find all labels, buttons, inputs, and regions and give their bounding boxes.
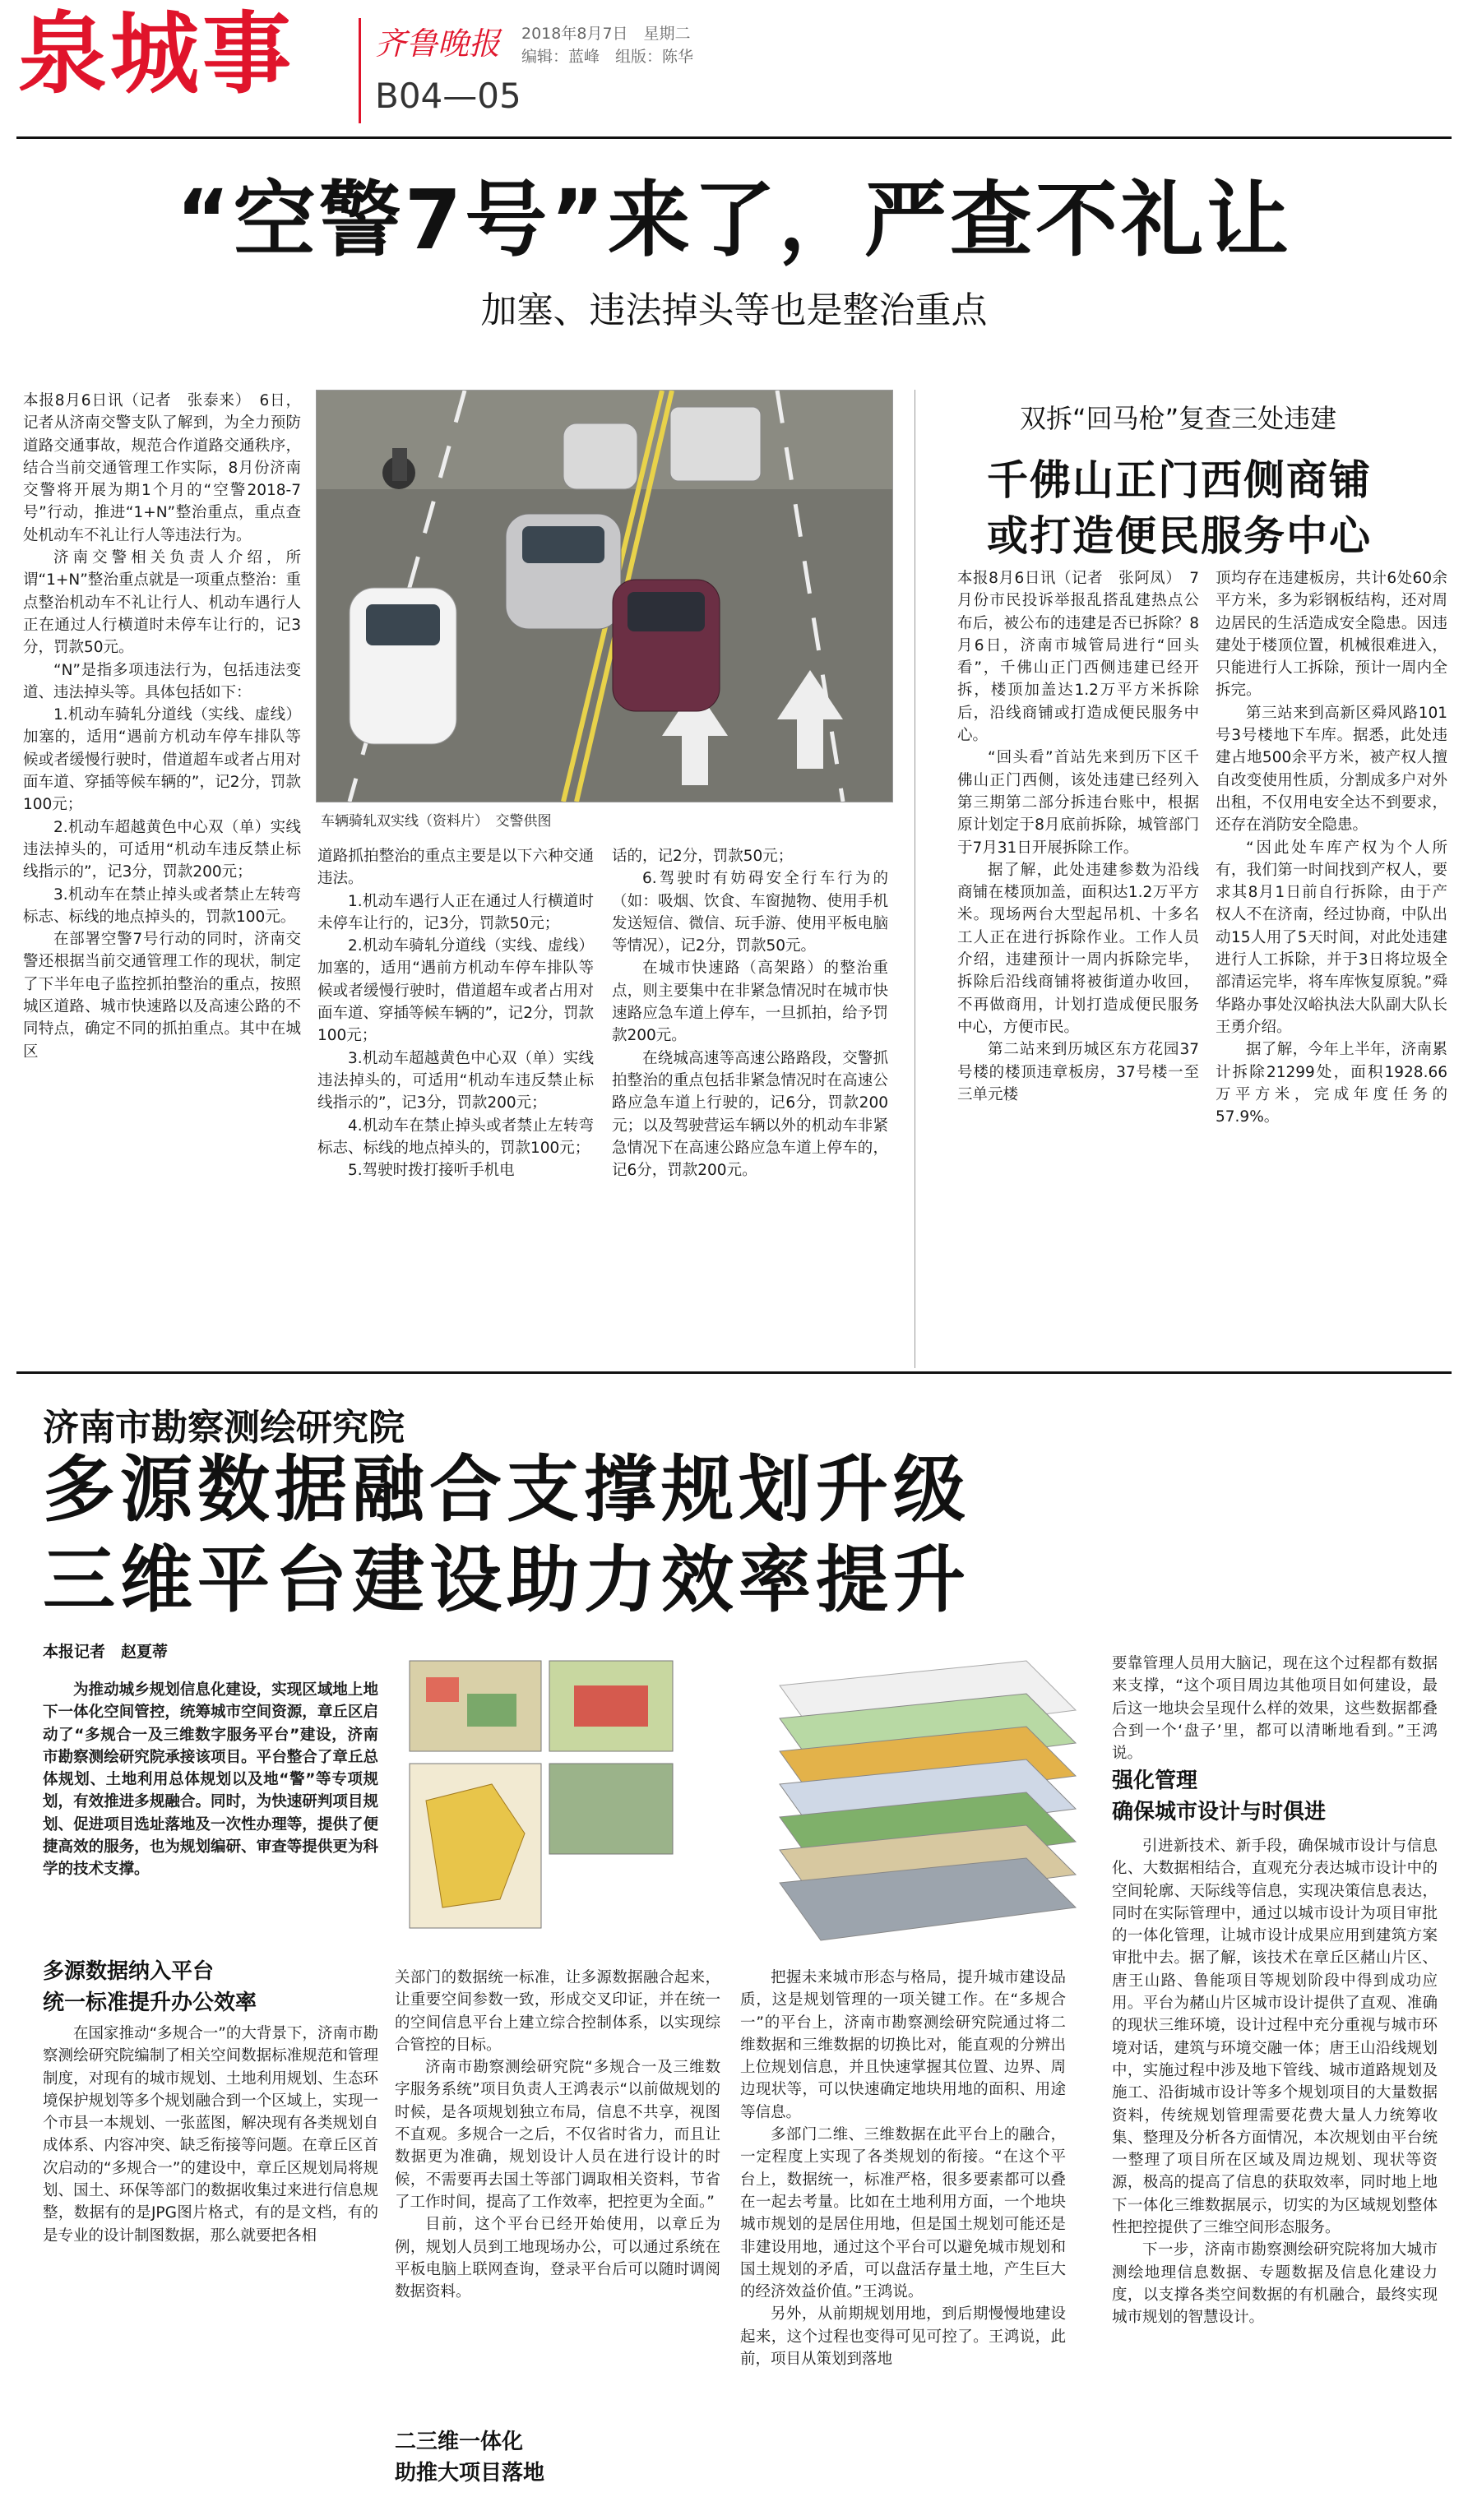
story3-lead (43, 1679, 378, 1881)
paragraph: “N”是指多项违法行为，包括违法变道、违法掉头等。具体包括如下： (23, 661, 301, 701)
paragraph: 目前，这个平台已经开始使用，以章丘为例，规划人员到工地现场办公，可以通过系统在平板电脑上联网查询，登录平台后可以随时调阅数据资料。 (395, 2216, 720, 2301)
editor-line: 编辑：蓝峰 组版：陈华 (521, 48, 694, 66)
story1-photo (316, 390, 893, 802)
paragraph: 第二站来到历城区东方花园37号楼的楼顶违章板房，37号楼一至三单元楼 (957, 1041, 1199, 1103)
page-number: B04—05 (375, 76, 521, 116)
paragraph: 关部门的数据统一标准，让多源数据融合起来，让重要空间参数一致，形成交叉印证，并在统一的空间信息平台上建立综合控制体系，以实现综合管控的目标。 (395, 1969, 720, 2054)
paragraph: 在国家推动“多规合一”的大背景下，济南市勘察测绘研究院编制了相关空间数据标准规范和管理制度，对现有的城市规划、土地利用规划、生态环境保护规划等多个规划融合到一个区域上，实现一个市县一本规划、一张蓝图，解决现有各类规划自成体系、内容冲突、缺乏衔接等问题。在章丘区首次启动的“多规合一”的建设中，章丘区规划局将规划、国土、环保等部门的数据收集过来进行信息规整，数据有的是JPG图片格式，有的是文档，有的是专业的设计制图数据，那么就要把各相 (43, 2025, 378, 2245)
story2-colB (1216, 567, 1447, 1128)
story2-pretitle: 双拆“回马枪”复查三处违建 (1020, 403, 1337, 434)
paragraph: “因此处车库产权为个人所有，我们第一时间找到产权人，要求其8月1日前自行拆除，由于产权人不在济南，经过协商，中队出动15人用了5天时间，对此处违建进行人工拆除，并于3日将垃圾全部清运完毕，将车库恢复原貌。”舜华路办事处汉峪执法大队副大队长王勇介绍。 (1216, 839, 1447, 1036)
story3-subhead3-line1: 强化管理 (1112, 1769, 1198, 1793)
paragraph: 道路抓拍整治的重点主要是以下六种交通违法。 (317, 848, 594, 888)
story1-subheadline: 加塞、违法掉头等也是整治重点 (480, 289, 988, 331)
story3-headline2: 三维平台建设助力效率提升 (43, 1537, 971, 1622)
traffic-photo-illustration (317, 391, 892, 802)
story3-col4 (1112, 1653, 1438, 1764)
story3-org: 济南市勘察测绘研究院 (43, 1407, 405, 1449)
section-rule (16, 1371, 1452, 1374)
paragraph: 3.机动车超越黄色中心双（单）实线违法掉头的，可适用“机动车违反禁止标线指示的”，记3分，罚款200元； (317, 1049, 594, 1112)
paragraph: “回头看”首站先来到历下区千佛山正门西侧，该处违建已经列入第三期第二部分拆违台账中，根据原计划定于8月底前拆除，城管部门于7月31日开展拆除工作。 (957, 749, 1199, 857)
story3-byline: 本报记者 赵夏蒂 (43, 1643, 169, 1661)
paragraph: 下一步，济南市勘察测绘研究院将加大城市测绘地理信息数据、专题数据及信息化建设力度，以支撑各类空间数据的有机融合，最终实现城市规划的智慧设计。 (1112, 2241, 1438, 2327)
paragraph: 本报8月6日讯（记者 张阿凤） 7月份市民投诉举报乱搭乱建热点公布后，被公布的违建是否已拆除？8月6日，济南市城管局进行“回头看”，千佛山正门西侧违建已经开拆，楼顶加盖达1.2万平方米拆除后，沿线商铺或打造成便民服务中心。 (957, 570, 1199, 745)
paragraph: 在城市快速路（高架路）的整治重点，则主要集中在非紧急情况时在城市快速路应急车道上停车，一旦抓拍，给予罚款200元。 (612, 959, 888, 1045)
paragraph: 本报8月6日讯（记者 张泰来） 6日，记者从济南交警支队了解到，为全力预防道路交通事故，规范合作道路交通秩序，结合当前交通管理工作实际，8月份济南交警将开展为期1个月的“空警2018-7号”行动，推进“1+N”整治重点，重点查处机动车不礼让行人等违法行为。 (23, 392, 301, 544)
section-title: 泉城事 (18, 3, 295, 106)
paragraph: 顶均存在违建板房，共计6处60余平方米，多为彩钢板结构，还对周边居民的生活造成安全隐患。因违建处于楼顶位置，机械很难进入，只能进行人工拆除，预计一周内全拆完。 (1216, 570, 1447, 700)
paragraph: 2.机动车骑轧分道线（实线、虚线）加塞的，适用“遇前方机动车停车排队等候或者缓慢行驶时，借道超车或者占用对面车道、穿插等候车辆的”，记2分，罚款100元； (317, 937, 594, 1045)
story3-col4b (1112, 1835, 1438, 2329)
story1-col2 (317, 845, 594, 1181)
paragraph: 6.驾驶时有妨碍安全行车行为的（如：吸烟、饮食、车窗抛物、使用手机发送短信、微信、玩手游、使用平板电脑等情况），记2分，罚款50元。 (612, 870, 888, 955)
story3-figure (393, 1653, 1092, 1965)
paragraph: 据了解，今年上半年，济南累计拆除21299处，面积1928.66万平方米，完成年度任务的57.9%。 (1216, 1041, 1447, 1126)
masthead-rule (16, 136, 1452, 139)
paragraph: 3.机动车在禁止掉头或者禁止左转弯标志、标线的地点掉头的，罚款100元。 (23, 885, 301, 926)
paragraph: 济南交警相关负责人介绍，所谓“1+N”整治重点就是一项重点整治：重点整治机动车不礼让行人、机动车遇行人正在通过人行横道时未停车让行的，记3分，罚款50元。 (23, 549, 301, 657)
story3-subhead1-line1: 多源数据纳入平台 (43, 1959, 215, 1984)
story2-colA (957, 567, 1199, 1106)
paragraph: 为推动城乡规划信息化建设，实现区域地上地下一体化空间管控，统筹城市空间资源，章丘区启动了“多规合一及三维数字服务平台”建设，济南市勘察测绘研究院承接该项目。平台整合了章丘总体规划、土地利用总体规划以及地“警”等专项规划，有效推进多规融合。同时，为快速研判项目规划、促进项目选址落地及一次性办理等，提供了便捷高效的服务，也为规划编研、审查等提供更为科学的技术支撑。 (43, 1681, 378, 1879)
story1-photo-caption: 车辆骑轧双实线（资料片） 交警供图 (321, 813, 552, 830)
planning-layers-illustration (393, 1653, 1092, 1965)
paragraph: 在绕城高速等高速公路路段，交警抓拍整治的重点包括非紧急情况时在高速公路应急车道上行驶的，记6分，罚款200元；以及驾驶营运车辆以外的机动车非紧急情况下在高速公路应急车道上停车的，记6分，罚款200元。 (612, 1049, 888, 1180)
story2-title-line1: 千佛山正门西侧商铺 (987, 456, 1372, 504)
paragraph: 1.机动车遇行人正在通过人行横道时未停车让行的，记3分，罚款50元； (317, 892, 594, 932)
paragraph: 5.驾驶时拨打接听手机电 (348, 1162, 515, 1180)
story3-subhead2-line1: 二三维一体化 (395, 2430, 524, 2454)
paragraph: 2.机动车超越黄色中心双（单）实线违法掉头的，可适用“机动车违反禁止标线指示的”，记3分，罚款200元； (23, 818, 301, 881)
story1-col1 (23, 390, 301, 1063)
paragraph: 据了解，此处违建参数为沿线商铺在楼顶加盖，面积达1.2万平方米。现场两台大型起吊机、十多名工人正在进行拆除作业。工作人员介绍，违建预计一周内拆除完毕，拆除后沿线商铺将被街道办收回，不再做商用，计划打造成便民服务中心，方便市民。 (957, 861, 1199, 1036)
paragraph: 济南市勘察测绘研究院“多规合一及三维数字服务系统”项目负责人王鸿表示“以前做规划的时候，是各项规划独立布局，信息不共享，视图不直观。多规合一之后，不仅省时省力，而且让数据更为准确，规划设计人员在进行设计的时候，不需要再去国土等部门调取相关资料，节省了工作时间，提高了工作效率，把控更为全面。” (395, 2059, 720, 2211)
story3-col2 (395, 1967, 720, 2303)
paragraph: 多部门二维、三维数据在此平台上的融合，一定程度上实现了各类规划的衔接。“在这个平台上，数据统一，标准严格，很多要素都可以叠在一起去考量。比如在土地利用方面，一个地块城市规划的是居住用地，但是国土规划可能还是非建设用地，通过这个平台可以避免城市规划和国土规划的矛盾，可以盘活存量土地，产生巨大的经济效益价值。”王鸿说。 (740, 2126, 1066, 2301)
paragraph: 1.机动车骑轧分道线（实线、虚线）加塞的，适用“遇前方机动车停车排队等候或者缓慢行驶时，借道超车或者占用对面车道、穿插等候车辆的”，记2分，罚款100元； (23, 706, 301, 814)
paragraph: 第三站来到高新区舜风路101号3号楼地下车库。据悉，此处违建占地500余平方米，被产权人擅自改变使用性质，分割成多户对外出租，不仅用电安全达不到要求，还存在消防安全隐患。 (1216, 704, 1447, 835)
date-line: 2018年8月7日 星期二 (521, 25, 691, 43)
paragraph: 引进新技术、新手段，确保城市设计与信息化、大数据相结合，直观充分表达城市设计中的空间轮廓、天际线等信息，实现决策信息表达，同时在实际管理中，通过以城市设计为项目审批的一体化管理，让城市设计成果应用到建筑方案审批中去。据了解，该技术在章丘区赭山片区、唐王山路、鲁能项目等规划阶段中得到成功应用。平台为赭山片区城市设计提供了直观、准确的现状三维环境，设计过程中充分重视与城市环境对话，建筑与环境交融一体；唐王山沿线规划中，实施过程中涉及地下管线、城市道路规划及施工、沿街城市设计等多个规划项目的大量数据资料，传统规划管理需要花费大量人力统筹收集、整理及分析各方面情况，本次规划由平台统一整理了项目所在区域及周边规划、现状等资源，极高的提高了信息的获取效率，同时地上地下一体化三维数据展示，切实的为区域规划整体性把控提供了三维空间形态服务。 (1112, 1838, 1438, 2237)
paragraph: 另外，从前期规划用地，到后期慢慢地建设起来，这个过程也变得可见可控了。王鸿说，此前，项目从策划到落地 (740, 2305, 1066, 2369)
story3-col1 (43, 2023, 378, 2247)
paragraph: 把握未来城市形态与格局，提升城市建设品质，这是规划管理的一项关键工作。在“多规合一”的平台上，济南市勘察测绘研究院通过将二维数据和三维数据的切换比对，能直观的分辨出上位规划信息，并且快速掌握其位置、边界、周边现状等，可以快速确定地块用地的面积、用途等信息。 (740, 1969, 1066, 2121)
story3-subhead2-line2: 助推大项目落地 (395, 2461, 545, 2485)
masthead-divider (359, 18, 361, 123)
paragraph: 4.机动车在禁止掉头或者禁止左转弯标志、标线的地点掉头的，罚款100元； (317, 1117, 594, 1157)
paragraph: 要靠管理人员用大脑记，现在这个过程都有数据来支撑，“这个项目周边其他项目如何建设，最后这一地块会呈现什么样的效果，这些数据都叠合到一个‘盘子’里，都可以清晰地看到。”王鸿说。 (1112, 1655, 1438, 1763)
paragraph: 话的，记2分，罚款50元； (612, 848, 794, 865)
story3-headline1: 多源数据融合支撑规划升级 (43, 1447, 971, 1532)
story1-col3 (612, 845, 888, 1181)
story3-col3 (740, 1967, 1066, 2370)
newspaper-logo: 齐鲁晚报 (375, 25, 501, 62)
story3-subhead3-line2: 确保城市设计与时俱进 (1112, 1800, 1327, 1824)
story3-subhead1-line2: 统一标准提升办公效率 (43, 1991, 257, 2015)
paragraph: 在部署空警7号行动的同时，济南交警还根据当前交通管理工作的现状，制定了下半年电子监控抓拍整治的重点，按照城区道路、城市快速路以及高速公路的不同特点，确定不同的抓拍重点。其中在城区 (23, 931, 301, 1061)
story1-headline: “空警7号”来了，严查不礼让 (175, 172, 1293, 268)
story2-title-line2: 或打造便民服务中心 (987, 512, 1372, 560)
